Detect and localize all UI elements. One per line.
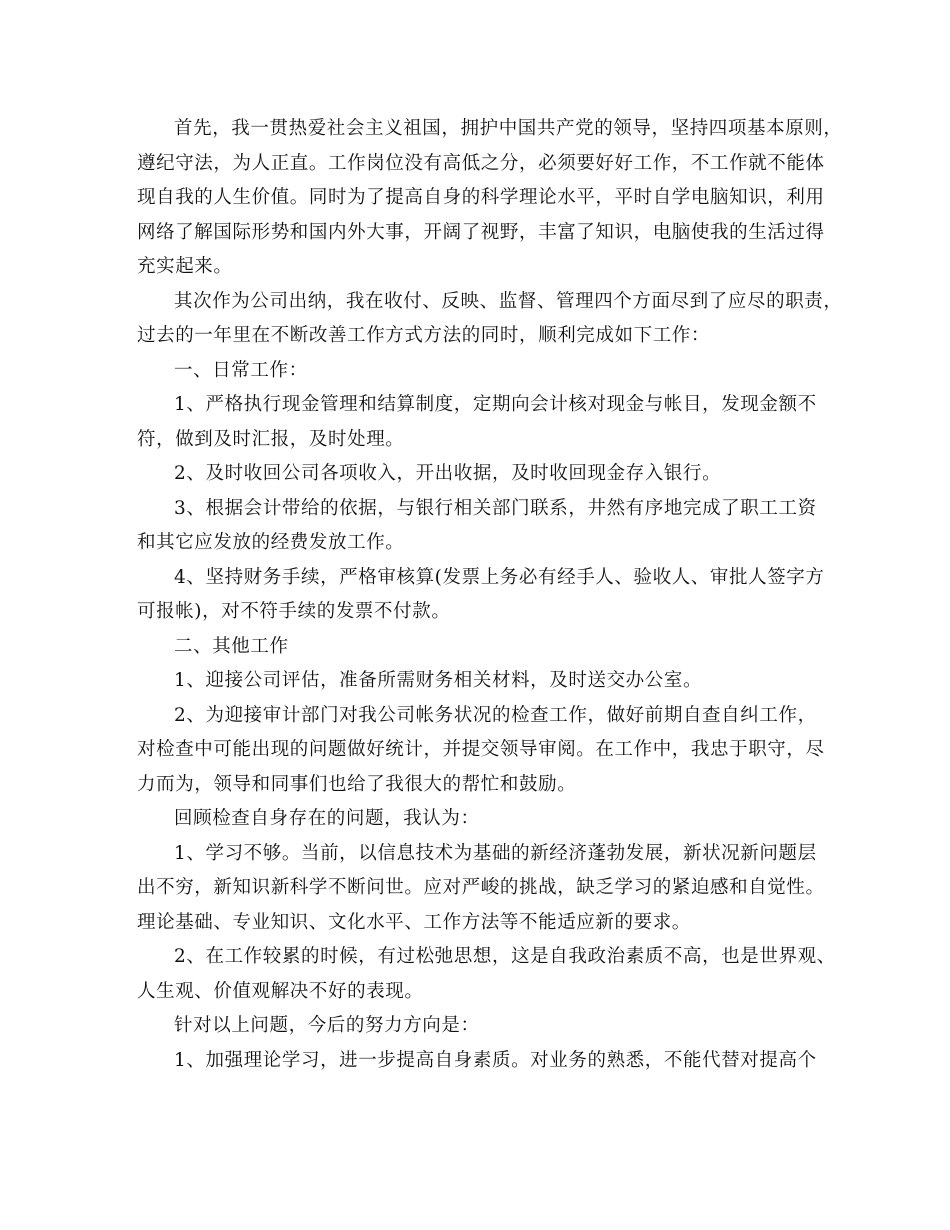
text-line: 1、加强理论学习，进一步提高自身素质。对业务的熟悉，不能代替对提高个 [174, 1049, 817, 1071]
paragraph [137, 112, 843, 285]
text-line: 2、及时收回公司各项收入，开出收据，及时收回现金存入银行。 [174, 463, 722, 484]
text-line: 1、严格执行现金管理和结算制度，定期向会计核对现金与帐目，发现金额不 [174, 394, 817, 415]
text-line: 人生观、价值观解决不好的表现。 [137, 980, 424, 1002]
text-line: 遵纪守法，为人正直。工作岗位没有高低之分，必须要好好工作，不工作就不能体 [137, 152, 825, 174]
paragraph [137, 940, 836, 1009]
text-line: 二、其他工作 [174, 635, 289, 657]
paragraph [137, 630, 817, 665]
paragraph [137, 1009, 817, 1044]
text-line: 充实起来。 [137, 256, 233, 277]
text-line: 4、坚持财务手续，严格审核算(发票上务必有经手人、验收人、审批人签字方 [174, 566, 825, 588]
text-line: 一、日常工作： [174, 359, 308, 381]
text-line: 其次作为公司出纳，我在收付、反映、监督、管理四个方面尽到了应尽的职责， [174, 290, 843, 312]
text-line: 现自我的人生价值。同时为了提高自身的科学理论水平，平时自学电脑知识，利用 [137, 187, 825, 208]
text-line: 首先，我一贯热爱社会主义祖国，拥护中国共产党的领导，坚持四项基本原则， [174, 118, 843, 139]
text-line: 针对以上问题，今后的努力方向是： [174, 1015, 480, 1036]
text-line: 符，做到及时汇报，及时处理。 [137, 428, 405, 450]
text-line: 可报帐)，对不符手续的发票不付款。 [137, 601, 451, 622]
text-line: 网络了解国际形势和国内外大事，开阔了视野，丰富了知识，电脑使我的生活过得 [137, 221, 825, 243]
text-line: 对检查中可能出现的问题做好统计，并提交领导审阅。在工作中，我忠于职守，尽 [137, 739, 825, 760]
text-line: 过去的一年里在不断改善工作方式方法的同时，顺利完成如下工作： [137, 325, 711, 346]
paragraph [137, 354, 817, 389]
paragraph [137, 837, 825, 941]
text-line: 和其它应发放的经费发放工作。 [137, 532, 405, 553]
text-line: 出不穷，新知识新科学不断问世。应对严峻的挑战，缺乏学习的紧迫感和自觉性。 [137, 877, 825, 898]
document-body [137, 112, 843, 1078]
paragraph [137, 699, 825, 803]
paragraph [137, 664, 817, 699]
paragraph [137, 802, 817, 837]
text-line: 2、在工作较累的时候，有过松弛思想，这是自我政治素质不高，也是世界观、 [174, 946, 836, 967]
text-line: 2、为迎接审计部门对我公司帐务状况的检查工作，做好前期自查自纠工作， [174, 704, 817, 726]
text-line: 力而为，领导和同事们也给了我很大的帮忙和鼓励。 [137, 773, 577, 795]
paragraph [137, 1044, 817, 1079]
paragraph [137, 457, 817, 492]
text-line: 1、迎接公司评估，准备所需财务相关材料，及时送交办公室。 [174, 670, 703, 691]
text-line: 理论基础、专业知识、文化水平、工作方法等不能适应新的要求。 [137, 911, 691, 933]
paragraph [137, 492, 817, 561]
text-line: 回顾检查自身存在的问题，我认为： [174, 808, 480, 829]
paragraph [137, 285, 843, 354]
text-line: 1、学习不够。当前，以信息技术为基础的新经济蓬勃发展，新状况新问题层 [174, 842, 817, 864]
text-line: 3、根据会计带给的依据，与银行相关部门联系，井然有序地完成了职工工资 [174, 497, 817, 519]
paragraph [137, 388, 817, 457]
paragraph [137, 561, 825, 630]
